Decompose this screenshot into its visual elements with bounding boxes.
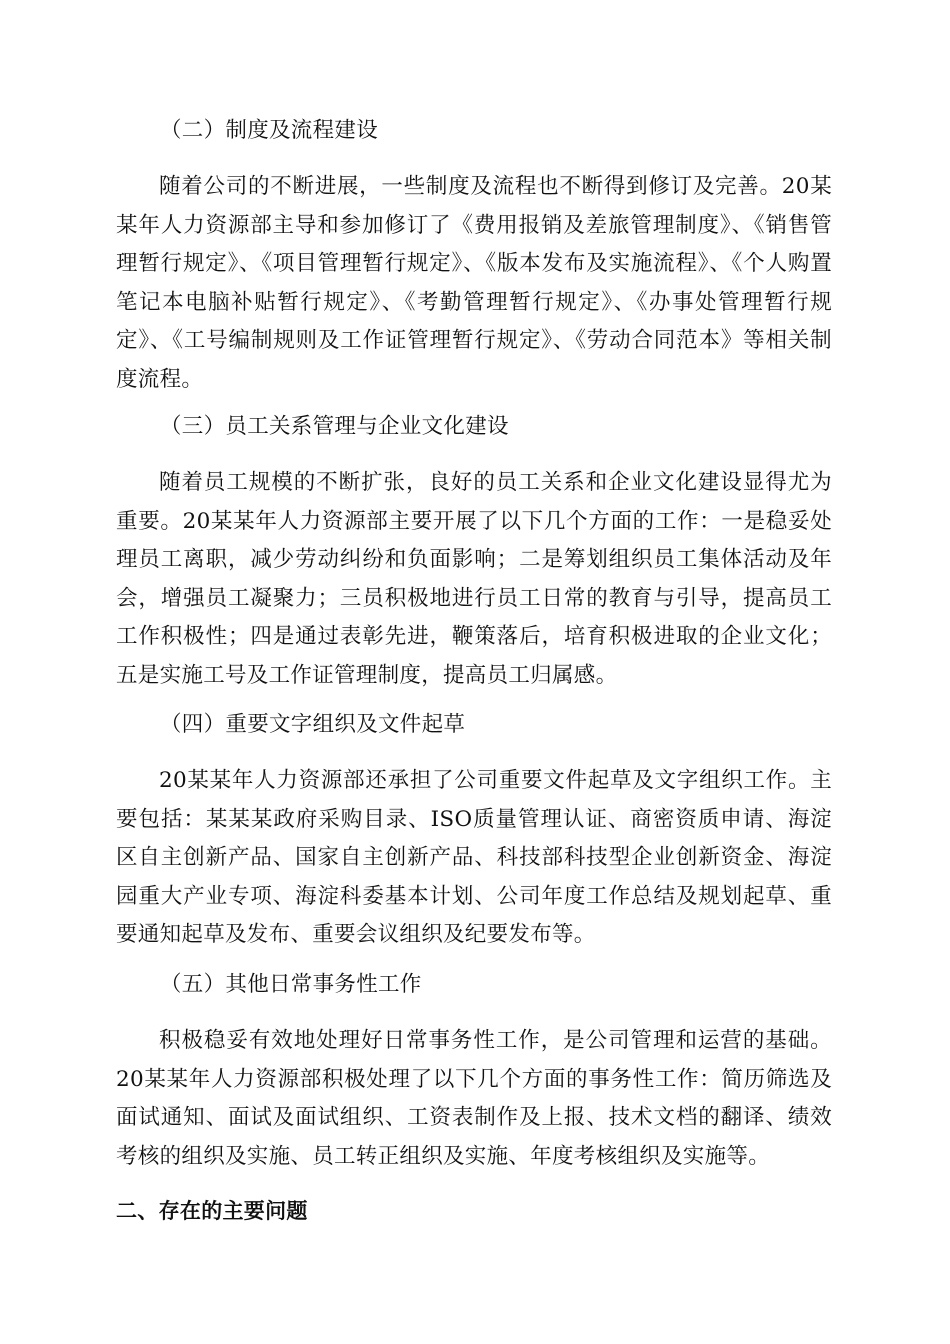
paragraph-daily-affairs: 积极稳妥有效地处理好日常事务性工作，是公司管理和运营的基础。20某某年人力资源部积极处理了以下几个方面的事务性工作：简历筛选及面试通知、面试及面试组织、工资表制作及上报、技术文档的翻译、绩效考核的组织及实施、员工转正组织及实施、年度考核组织及实施等。 — [116, 1028, 832, 1169]
section-heading-daily-affairs: （五）其他日常事务性工作 — [160, 972, 422, 997]
section-heading-institution-process: （二）制度及流程建设 — [160, 118, 379, 143]
paragraph-document-drafting: 20某某年人力资源部还承担了公司重要文件起草及文字组织工作。主要包括：某某某政府采购目录、ISO质量管理认证、商密资质申请、海淀区自主创新产品、国家自主创新产品、科技部科技型企业创新资金、海淀园重大产业专项、海淀科委基本计划、公司年度工作总结及规划起草、重要通知起草及发布、重要会议组织及纪要发布等。 — [116, 768, 832, 947]
paragraph-employee-relations: 随着员工规模的不断扩张，良好的员工关系和企业文化建设显得尤为重要。20某某年人力资源部主要开展了以下几个方面的工作：一是稳妥处理员工离职，减少劳动纠纷和负面影响；二是筹划组织员工集体活动及年会，增强员工凝聚力；三员积极地进行员工日常的教育与引导，提高员工工作积极性；四是通过表彰先进，鞭策落后，培育积极进取的企业文化；五是实施工号及工作证管理制度，提高员工归属感。 — [116, 470, 832, 688]
part-two-title: 二、存在的主要问题 — [116, 1199, 308, 1223]
section-heading-document-drafting: （四）重要文字组织及文件起草 — [160, 712, 466, 737]
section-heading-employee-relations: （三）员工关系管理与企业文化建设 — [160, 414, 509, 439]
paragraph-institution-process: 随着公司的不断进展，一些制度及流程也不断得到修订及完善。20某某年人力资源部主导和参加修订了《费用报销及差旅管理制度》、《销售管理暂行规定》、《项目管理暂行规定》、《版本发布及实施流程》、《个人购置笔记本电脑补贴暂行规定》、《考勤管理暂行规定》、《办事处管理暂行规定》、《工号编制规则及工作证管理暂行规定》、《劳动合同范本》等相关制度流程。 — [116, 174, 832, 392]
